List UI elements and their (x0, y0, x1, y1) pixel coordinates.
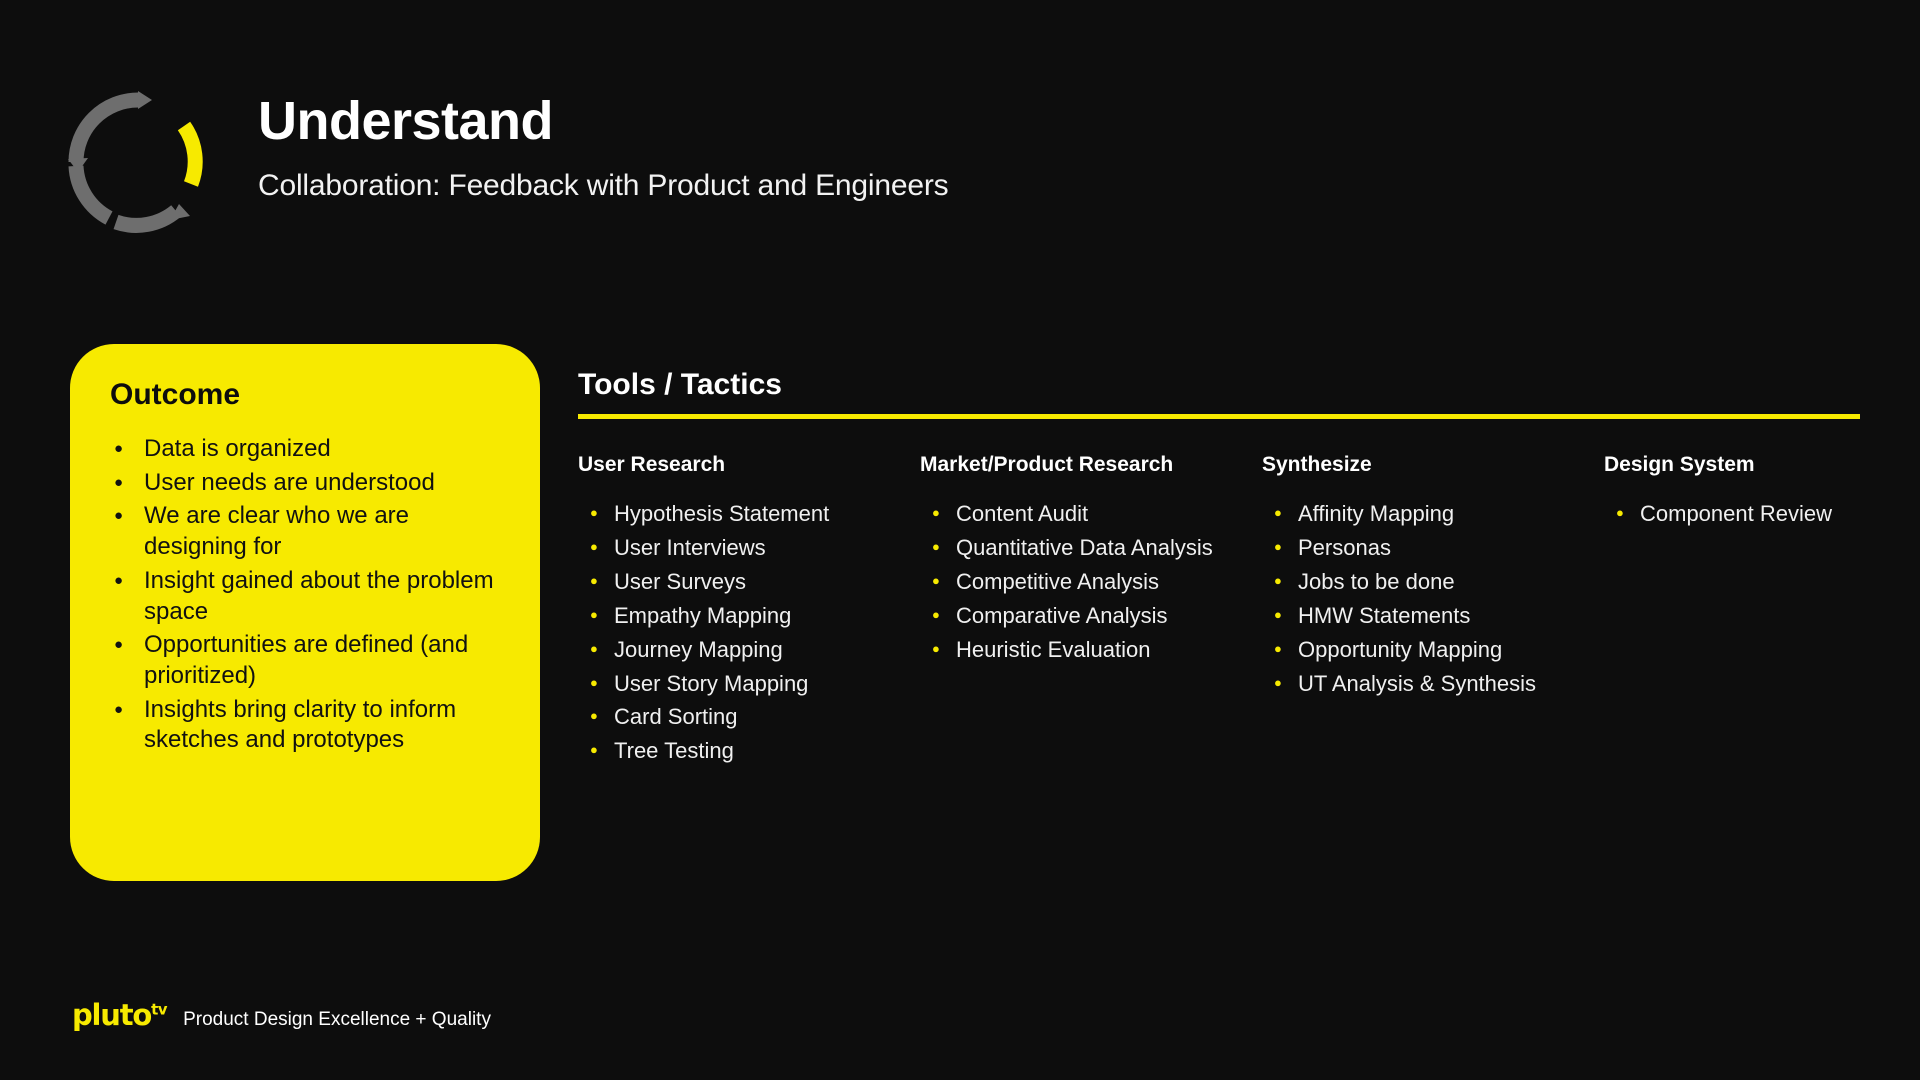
tools-columns (578, 453, 1860, 770)
column-market-product-research (920, 453, 1262, 770)
list-item: ● Insights bring clarity to inform sketches and prototypes (100, 695, 510, 756)
list-item: ● Data is organized (100, 434, 510, 465)
circular-arrows-icon (64, 88, 212, 236)
list-item: ● Tree Testing (578, 736, 920, 766)
list-item: ● Affinity Mapping (1262, 499, 1604, 529)
column-design-system (1604, 453, 1860, 770)
list-item: ● Hypothesis Statement (578, 499, 920, 529)
column-list (1262, 499, 1604, 698)
list-item: ● HMW Statements (1262, 601, 1604, 631)
list-item: ● Quantitative Data Analysis (920, 533, 1262, 563)
list-item: ● Content Audit (920, 499, 1262, 529)
list-item: ● Heuristic Evaluation (920, 635, 1262, 665)
column-heading: Market/Product Research (920, 453, 1174, 476)
list-item: ● We are clear who we are designing for (100, 501, 510, 562)
list-item: ● Component Review (1604, 499, 1860, 529)
list-item: ● Empathy Mapping (578, 601, 920, 631)
page-subtitle: Collaboration: Feedback with Product and Engineers (258, 169, 949, 203)
list-item: ● User Surveys (578, 567, 920, 597)
list-item: ● Comparative Analysis (920, 601, 1262, 631)
footer (72, 998, 491, 1032)
column-heading: Synthesize (1262, 453, 1372, 476)
list-item: ● Opportunities are defined (and prioritized) (100, 630, 510, 691)
outcome-card (70, 344, 540, 881)
list-item: ● User Story Mapping (578, 669, 920, 699)
footer-caption: Product Design Excellence + Quality (183, 1009, 491, 1030)
list-item: ● Personas (1262, 533, 1604, 563)
header-text (258, 92, 948, 203)
list-item: ● User Interviews (578, 533, 920, 563)
list-item: ● UT Analysis & Synthesis (1262, 669, 1604, 699)
tools-tactics-section (578, 368, 1860, 770)
pluto-logo-word: pluto (72, 998, 152, 1032)
header (64, 78, 948, 236)
pluto-tv-logo (72, 998, 167, 1032)
column-heading: User Research (578, 453, 726, 476)
list-item: ● Competitive Analysis (920, 567, 1262, 597)
column-list (578, 499, 920, 766)
outcome-title: Outcome (110, 378, 241, 411)
tools-tactics-title: Tools / Tactics (578, 368, 782, 401)
column-list (1604, 499, 1860, 529)
column-synthesize (1262, 453, 1604, 770)
list-item: ● Jobs to be done (1262, 567, 1604, 597)
outcome-list (100, 434, 510, 756)
list-item: ● Insight gained about the problem space (100, 566, 510, 627)
list-item: ● Journey Mapping (578, 635, 920, 665)
pluto-logo-tv: tv (151, 1000, 168, 1019)
divider (578, 414, 1860, 419)
list-item: ● Opportunity Mapping (1262, 635, 1604, 665)
column-heading: Design System (1604, 453, 1755, 476)
page-title: Understand (258, 91, 554, 151)
column-user-research (578, 453, 920, 770)
column-list (920, 499, 1262, 665)
list-item: ● User needs are understood (100, 468, 510, 499)
list-item: ● Card Sorting (578, 702, 920, 732)
